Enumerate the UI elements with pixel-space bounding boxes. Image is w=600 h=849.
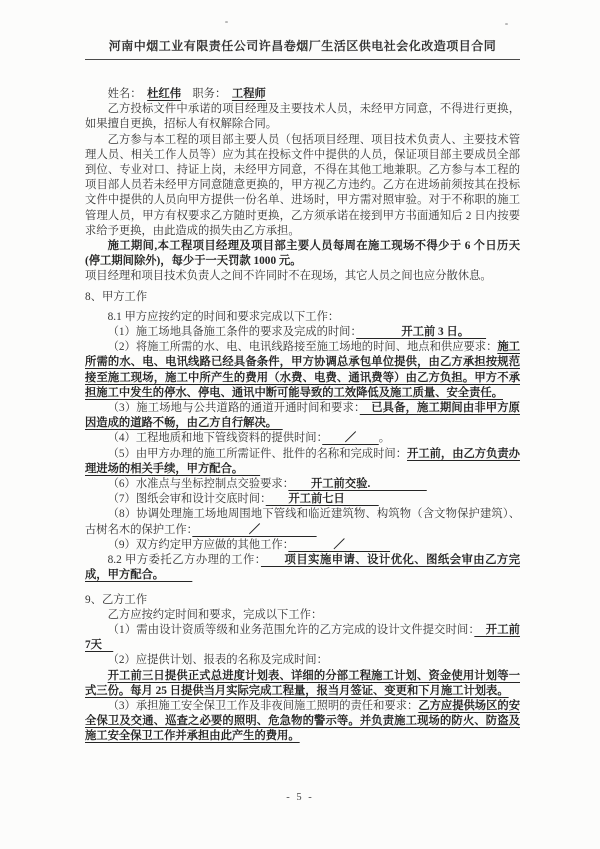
text-segment: （3）承担施工安全保卫工作及非夜间施工照明的责任和要求： [107,699,419,712]
item-8-1-3 [85,401,520,431]
text-segment: （9）双方约定甲方应做的其他工作： [107,538,289,551]
filled-value: 杜红伟 [147,88,182,100]
filled-value: ／ [288,538,391,551]
text-segment: （5）由甲方办理的施工所需证件、批件的名称和完成时间： [107,447,407,460]
text-segment: 职务： [181,88,232,100]
item-8-1-9 [85,538,520,553]
filled-value: 施工所需的水、电、电讯线路已经具备条件，甲方协调总承包单位提供，由乙方承担按规范接至施工现场，施工中所产生的费用（水费、电费、通讯费等）由乙方负担。甲方不承担施工中发生的停水、停电、通讯中断可能导致的工效降低及施工质量、安全责任。 [85,341,520,399]
page-number: - 5 - [286,792,314,803]
text-segment: 乙方投标文件中承诺的项目经理及主要技术人员，未经甲方同意，不得进行更换，如果擅自更换，招标人有权解除合同。 [85,103,520,131]
text-segment: 8.2 甲方委托乙方办理的工作： [107,554,261,567]
text-segment: 项目经理和项目技术负责人之间不许同时不在现场，其它人员之间也应分散休息。 [85,270,492,283]
document-body [85,87,520,745]
item-8-1-6 [85,477,520,492]
text-segment: 8、甲方工作 [85,290,148,303]
item-8-1-8 [85,507,520,537]
filled-value: 开工前交验. [288,478,427,491]
text-segment: 乙方参与本工程的项目部主要人员（包括项目经理、项目技术负责人、主要技术管理人员、相关工作人员等）应为其在投标文件中提供的人员，保证项目部主要成员全部到位、专业对口、持证上岗，未经甲方同意，不得在其他工地兼职。乙方参与本工程的项目部人员若未经甲方同意随意更换的，甲方视乙方违约。乙方在进场前须按其在投标文件中提供的人员向甲方提供一份名单、进场时，甲方需对照审验。对于不称职的施工管理人员，甲方有权要求乙方随时更换，乙方须承诺在接到甲方书面通知后 2 日内按要求给予更换，由此造成的损失由乙方承担。 [85,133,520,237]
header-title: 河南中烟工业有限责任公司许昌卷烟厂生活区供电社会化改造项目合同 [108,39,497,53]
text-segment: （2）应提供计划、报表的名称及完成时间： [107,654,328,667]
item-8-1-4 [85,431,520,446]
item-9-2 [85,653,520,668]
section-8-heading [85,290,520,305]
text-segment: （2）将施工所需的水、电、电讯线路接至施工场地的时间、地点和供应要求： [107,341,498,354]
item-8-1-7 [85,492,520,507]
clause-site-presence [85,239,520,269]
section-9-heading [85,593,520,608]
scan-speck [225,21,228,23]
name-duty-line [85,87,520,102]
clause-project-team [85,133,520,239]
item-9-3 [85,699,520,745]
filled-value: 开工前七日 [265,493,379,506]
text-segment: 姓名： [107,88,148,100]
page-footer [0,792,600,803]
filled-value: 开工前 7天 [85,623,520,652]
text-segment: （6）水准点与坐标控制点交验要求： [107,478,289,491]
text-segment: 乙方应按约定时间和要求，完成以下工作： [107,608,323,621]
text-segment: （8）协调处理施工场地周围地下管线和临近建筑物、构筑物（含文物保护建筑）、古树名木的保护工作： [85,508,520,536]
text-segment: （1）需由设计资质等级和业务范围允许的乙方完成的设计文件提交时间： [107,623,475,636]
filled-value: 开工前三日提供正式总进度计划表、详细的分部工程施工计划、资金使用计划等一式三份。每月 25 日提供当月实际完成工程量，报当月签证、变更和下月施工计划表。 [85,669,520,697]
scan-speck [505,23,508,25]
clause-8-2 [85,553,520,583]
item-9-1 [85,623,520,653]
clause-9-intro [85,608,520,623]
text-segment: 9、乙方工作 [85,593,148,606]
item-8-1-2 [85,340,520,401]
clause-personnel-replace [85,102,520,132]
header-rule [85,59,520,60]
filled-value: 项目实施申请、设计优化、图纸会审由乙方完成，甲方配合。 [85,554,520,582]
text-segment: （7）图纸会审和设计交底时间： [107,493,266,506]
text-segment: 。 [378,432,391,445]
item-8-1-1 [85,325,520,340]
clause-manager-onsite [85,269,520,284]
filled-value: 工程师 [231,88,266,100]
text-segment: （3）施工场地与公共道路的通道开通时间和要求： [107,402,360,415]
filled-value: 已具备，施工期间由非甲方原因造成的道路不畅，由乙方自行解决。 [85,402,520,430]
item-9-2-answer [85,669,520,699]
clause-8-1 [85,310,520,325]
text-segment: 8.1 甲方应按约定的时间和要求完成以下工作： [107,310,340,323]
text-segment: （4）工程地质和地下管线资料的提供时间： [107,432,323,445]
filled-value: 开工前 3 日。 [356,326,487,339]
filled-value: 开工前，由乙方负责办理进场的相关手续，甲方配合。 [85,447,520,475]
document-header [85,0,520,60]
filled-value: ／ [322,432,379,445]
filled-value: ／ [192,523,317,536]
text-segment: 施工期间,本工程项目经理及项目部主要人员每周在施工现场不得少于 6 个日历天(停工期间除外)，每少于一天罚款 1000 元。 [85,240,520,268]
item-8-1-5 [85,447,520,477]
text-segment: （1）施工场地具备施工条件的要求及完成的时间： [107,326,357,339]
filled-value: 乙方应提供场区的安全保卫及交通、巡查之必要的照明、危急物的警示等。并负责施工现场的防火、防盗及施工安全保卫工作并承担由此产生的费用。 [85,699,520,743]
